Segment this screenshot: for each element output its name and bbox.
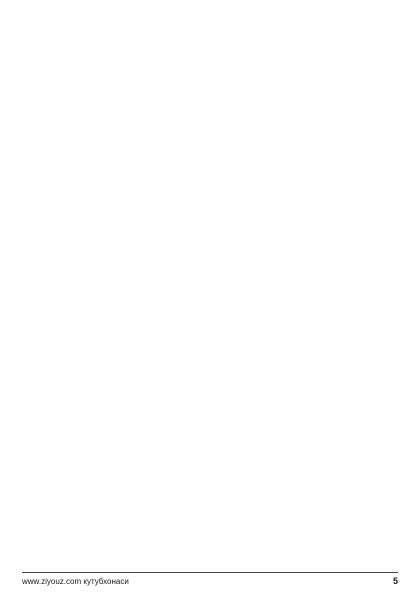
text-columns [22,8,398,562]
footer-rule [22,572,398,573]
footer-source-link[interactable]: www.ziyouz.com кутубхонаси [22,577,129,586]
right-column [218,8,398,562]
page-footer [22,576,398,586]
left-column [22,8,202,562]
page-number: 5 [392,576,398,586]
